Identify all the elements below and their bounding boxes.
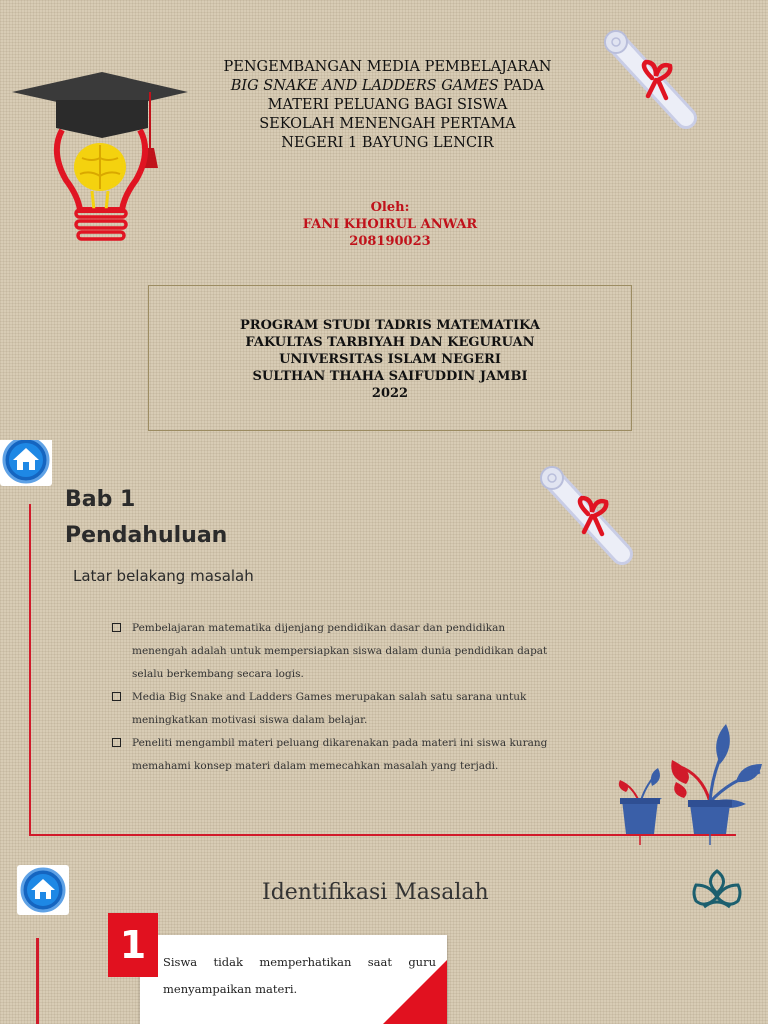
bullet-box-icon (112, 738, 121, 747)
bullet-list (110, 617, 550, 778)
institution-line: PROGRAM STUDI TADRIS MATEMATIKA (240, 318, 540, 333)
home-icon (17, 865, 69, 915)
institution-year: 2022 (371, 386, 409, 401)
author-block (260, 199, 520, 250)
title-line-2 (200, 77, 575, 96)
list-item (110, 732, 550, 778)
chapter-label: Bab 1 (65, 487, 136, 512)
intro-slide (0, 440, 768, 845)
card-corner-accent (383, 960, 447, 1024)
chapter-heading (65, 482, 227, 554)
bullet-text: Pembelajaran matematika dijenjang pendidikan dasar dan pendidikan menengah adalah untuk mempersiapkan siswa dalam dunia pendidikan dapat selalu berkembang secara logis. (132, 622, 548, 680)
problem-card (140, 935, 447, 1024)
section-subtitle: Latar belakang masalah (73, 567, 254, 585)
title-line-1: PENGEMBANGAN MEDIA PEMBELAJARAN (223, 59, 552, 75)
plant-icon (612, 758, 668, 845)
author-id: 208190023 (349, 234, 431, 249)
home-button[interactable] (0, 440, 52, 486)
problem-identification-slide (0, 855, 768, 1024)
list-item (110, 686, 550, 732)
institution-box (148, 285, 632, 431)
problem-text: Siswa tidak memperhatikan saat guru menyampaikan materi. (163, 955, 436, 996)
diploma-icon (600, 26, 700, 130)
institution-line: FAKULTAS TARBIYAH DAN KEGURUAN (245, 335, 535, 350)
plant-icon (666, 720, 766, 845)
thesis-title (200, 58, 575, 153)
title-italic-part: BIG SNAKE AND LADDERS GAMES (230, 78, 499, 94)
home-icon (0, 440, 52, 486)
author-label: Oleh: (370, 200, 410, 215)
red-frame-vertical (36, 938, 39, 1024)
diploma-icon (536, 462, 636, 566)
home-button[interactable] (17, 865, 69, 915)
bullet-box-icon (112, 623, 121, 632)
institution-text (149, 317, 631, 402)
institution-line: UNIVERSITAS ISLAM NEGERI (279, 352, 501, 367)
institution-line: SULTHAN THAHA SAIFUDDIN JAMBI (252, 369, 528, 384)
slide-title: Identifikasi Masalah (262, 880, 489, 905)
title-line-3: MATERI PELUANG BAGI SISWA (267, 97, 508, 113)
bullet-box-icon (112, 692, 121, 701)
graduation-bulb-icon (10, 70, 192, 252)
bullet-text: Media Big Snake and Ladders Games merupakan salah satu sarana untuk meningkatkan motivasi siswa dalam belajar. (132, 691, 527, 726)
title-line-2-rest: PADA (498, 78, 545, 94)
title-line-4: SEKOLAH MENENGAH PERTAMA (259, 116, 516, 132)
list-item (110, 617, 550, 686)
chapter-title: Pendahuluan (65, 523, 228, 548)
bullet-text: Peneliti mengambil materi peluang dikarenakan pada materi ini siswa kurang memahami konsep materi dalam memecahkan masalah yang terjadi. (132, 737, 548, 772)
author-name: FANI KHOIRUL ANWAR (302, 217, 478, 232)
university-logo-icon (690, 867, 744, 915)
red-frame-vertical (29, 504, 31, 836)
title-slide (0, 0, 768, 440)
title-line-5: NEGERI 1 BAYUNG LENCIR (281, 135, 494, 151)
item-number-badge: 1 (108, 913, 158, 977)
